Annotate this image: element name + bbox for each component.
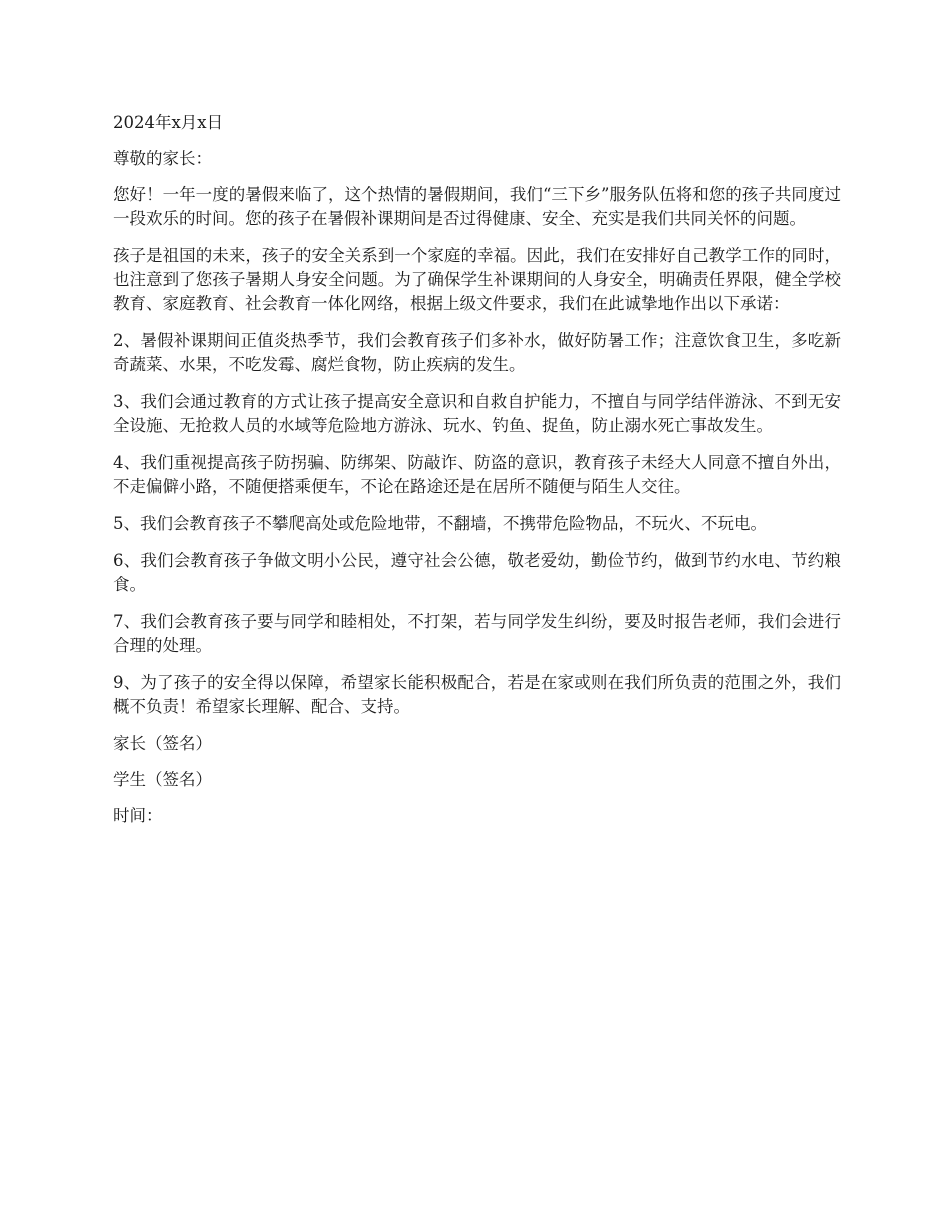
paragraph-item-6: 6、我们会教育孩子争做文明小公民，遵守社会公德，敬老爱幼，勤俭节约，做到节约水电、节约粮食。 [113, 551, 841, 594]
parent-signature-line: 家长（签名） [113, 734, 212, 753]
time-line: 时间： [113, 806, 163, 825]
paragraph-item-5: 5、我们会教育孩子不攀爬高处或危险地带，不翻墙，不携带危险物品，不玩火、不玩电。 [113, 514, 767, 533]
document-body [113, 111, 841, 840]
document-date: 2024年x月x日 [113, 113, 224, 132]
paragraph-item-3: 3、我们会通过教育的方式让孩子提高安全意识和自救自护能力，不擅自与同学结伴游泳、不到无安全设施、无抢救人员的水域等危险地方游泳、玩水、钓鱼、捉鱼，防止溺水死亡事故发生。 [113, 392, 841, 435]
paragraph-greeting: 您好！一年一度的暑假来临了，这个热情的暑假期间，我们“三下乡”服务队伍将和您的孩子共同度过一段欢乐的时间。您的孩子在暑假补课期间是否过得健康、安全、充实是我们共同关怀的问题。 [113, 185, 841, 228]
paragraph-item-4: 4、我们重视提高孩子防拐骗、防绑架、防敲诈、防盗的意识，教育孩子未经大人同意不擅自外出，不走偏僻小路，不随便搭乘便车，不论在路途还是在居所不随便与陌生人交往。 [113, 453, 841, 496]
paragraph-item-9: 9、为了孩子的安全得以保障，希望家长能积极配合，若是在家或则在我们所负责的范围之外，我们概不负责！希望家长理解、配合、支持。 [113, 673, 841, 716]
paragraph-item-2: 2、暑假补课期间正值炎热季节，我们会教育孩子们多补水，做好防暑工作；注意饮食卫生，多吃新奇蔬菜、水果，不吃发霉、腐烂食物，防止疾病的发生。 [113, 331, 841, 374]
paragraph-item-7: 7、我们会教育孩子要与同学和睦相处，不打架，若与同学发生纠纷，要及时报告老师，我们会进行合理的处理。 [113, 612, 841, 655]
student-signature-line: 学生（签名） [113, 770, 212, 789]
salutation: 尊敬的家长： [113, 149, 212, 168]
paragraph-intro: 孩子是祖国的未来，孩子的安全关系到一个家庭的幸福。因此，我们在安排好自己教学工作的同时，也注意到了您孩子暑期人身安全问题。为了确保学生补课期间的人身安全，明确责任界限，健全学校教育、家庭教育、社会教育一体化网络，根据上级文件要求，我们在此诚挚地作出以下承诺： [113, 246, 841, 313]
